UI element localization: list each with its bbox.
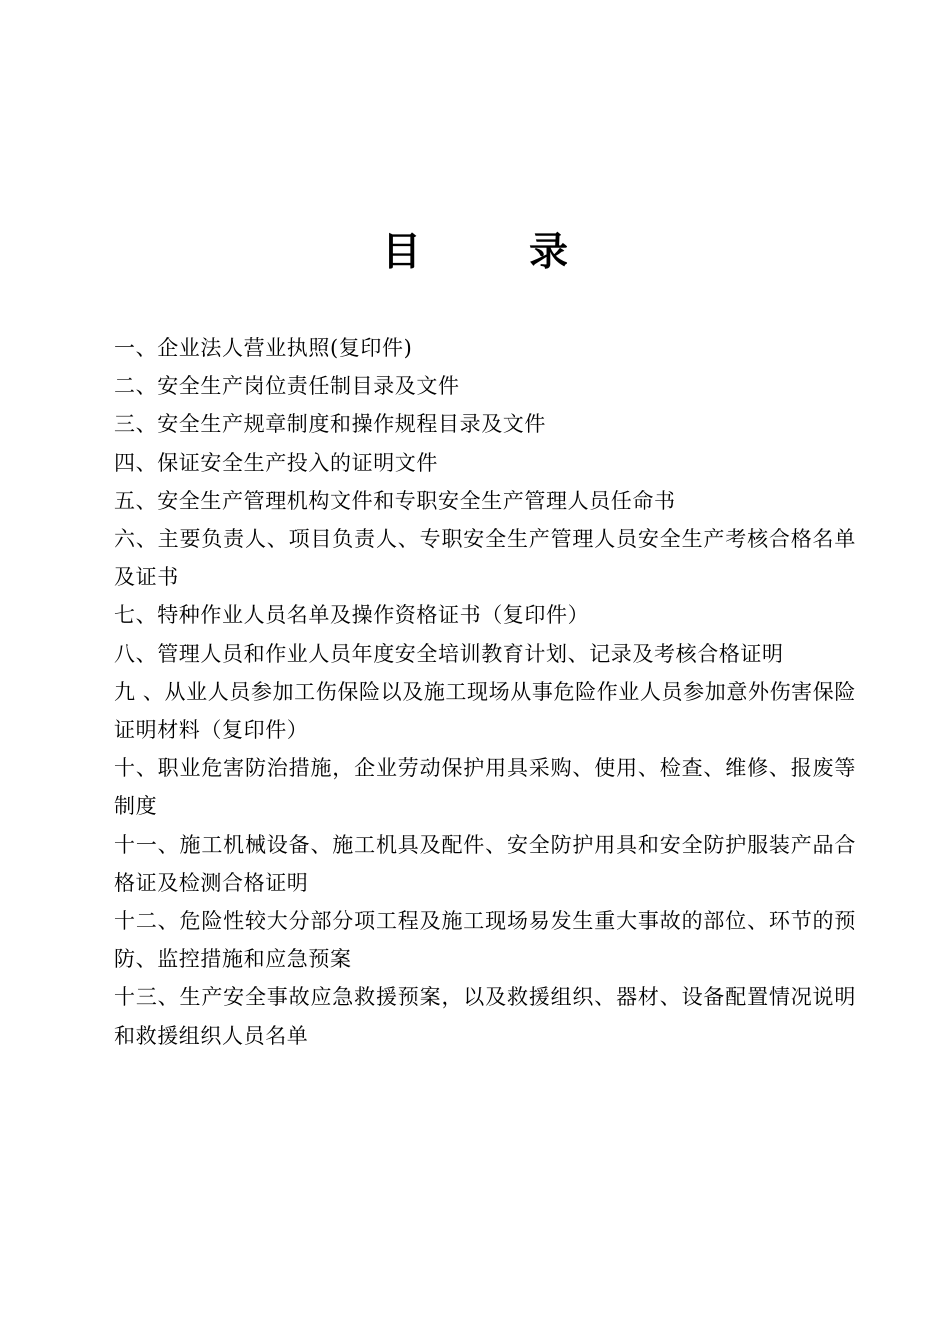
toc-item-7: 七、特种作业人员名单及操作资格证书（复印件） bbox=[114, 603, 590, 628]
toc-item-13: 十三、生产安全事故应急救援预案，以及救援组织、器材、设备配置情况说明和救援组织人员名单 bbox=[114, 985, 856, 1048]
toc-item-8: 八、管理人员和作业人员年度安全培训教育计划、记录及考核合格证明 bbox=[114, 641, 784, 666]
toc-item-6: 六、主要负责人、项目负责人、专职安全生产管理人员安全生产考核合格名单及证书 bbox=[114, 527, 856, 590]
title-char-1: 目 bbox=[381, 229, 421, 275]
toc-item-11: 十一、施工机械设备、施工机具及配件、安全防护用具和安全防护服装产品合格证及检测合格证明 bbox=[114, 832, 856, 895]
toc-item-12: 十二、危险性较大分部分项工程及施工现场易发生重大事故的部位、环节的预防、监控措施和应急预案 bbox=[114, 909, 856, 972]
toc-item-5: 五、安全生产管理机构文件和专职安全生产管理人员任命书 bbox=[114, 488, 676, 513]
title-char-2: 录 bbox=[529, 229, 569, 275]
toc-item-9: 九 、从业人员参加工伤保险以及施工现场从事危险作业人员参加意外伤害保险证明材料（复印件） bbox=[114, 679, 856, 743]
table-of-contents bbox=[114, 329, 856, 1055]
toc-item-3: 三、安全生产规章制度和操作规程目录及文件 bbox=[114, 412, 546, 437]
page-title bbox=[0, 226, 950, 278]
toc-item-2: 二、安全生产岗位责任制目录及文件 bbox=[114, 374, 460, 399]
toc-item-4: 四、保证安全生产投入的证明文件 bbox=[114, 450, 438, 475]
toc-item-10: 十、职业危害防治措施，企业劳动保护用具采购、使用、检查、维修、报废等制度 bbox=[114, 756, 856, 819]
toc-item-1: 一、企业法人营业执照(复印件) bbox=[114, 336, 413, 360]
